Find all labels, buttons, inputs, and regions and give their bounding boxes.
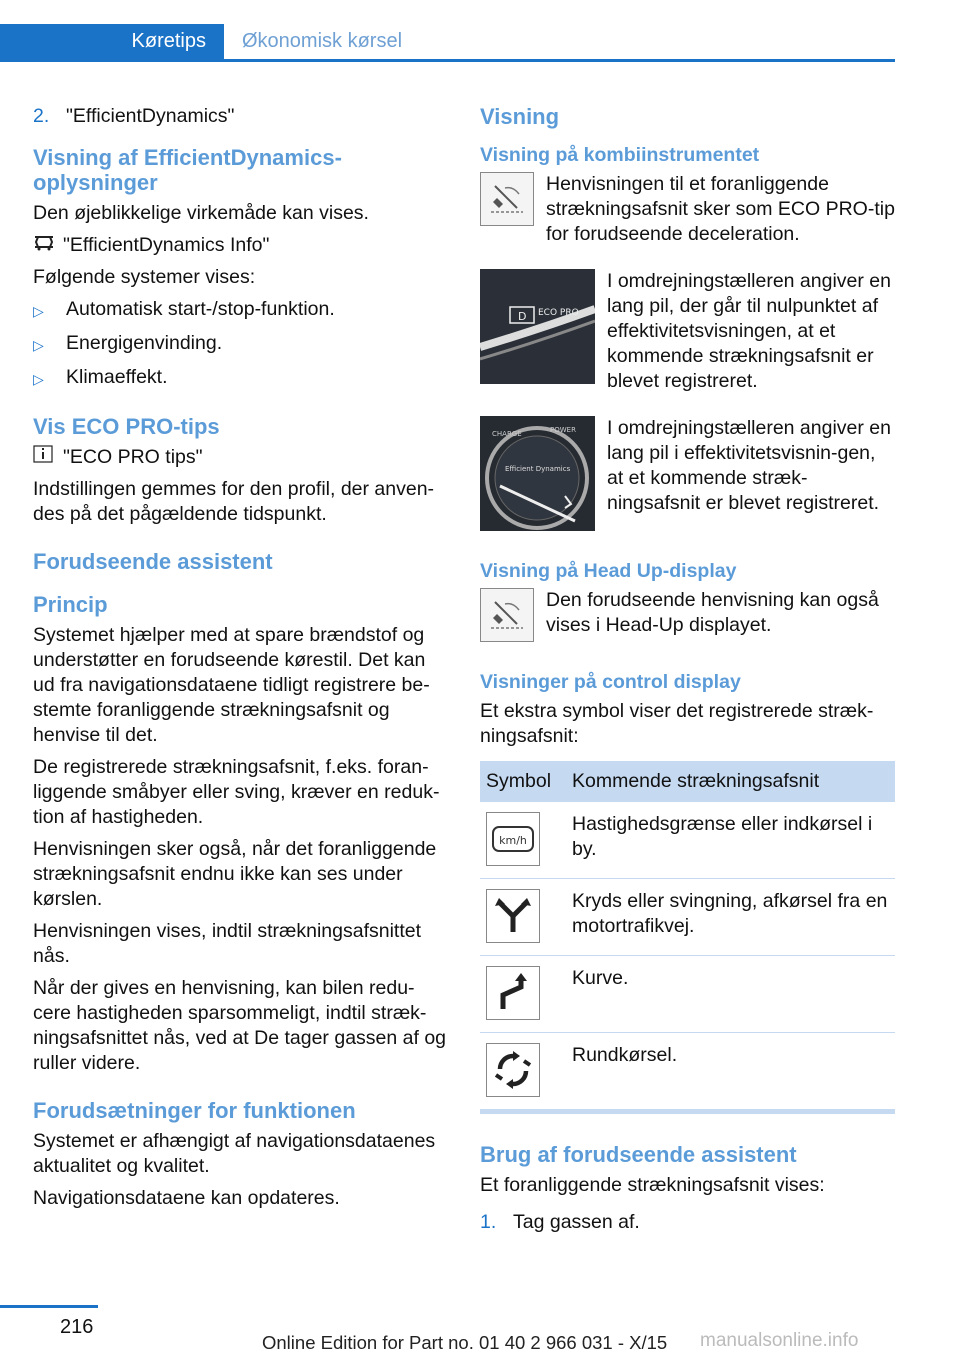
speed-limit-kmh-icon bbox=[486, 812, 540, 866]
heading-eco-tips: Vis ECO PRO-tips bbox=[33, 414, 220, 439]
list-text: Tag gassen af. bbox=[513, 1211, 640, 1233]
efficiency-gauge-photo bbox=[480, 416, 595, 531]
right-column bbox=[480, 104, 895, 1251]
list-item bbox=[33, 297, 448, 324]
table-cell-symbol bbox=[480, 956, 566, 1033]
table-cell-symbol bbox=[480, 879, 566, 956]
symbol-table bbox=[480, 761, 895, 1114]
paragraph: Henvisningen vises, indtil strækningsafsnittet nås. bbox=[33, 920, 422, 967]
heading-forudsaetninger: Forudsætninger for funktionen bbox=[33, 1098, 356, 1123]
figure-photo2 bbox=[480, 416, 895, 531]
list-item bbox=[480, 1210, 895, 1235]
table-cell-desc: Kryds eller svingning, afkørsel fra en motortrafikvej. bbox=[566, 879, 895, 956]
paragraph: Et foranliggende strækningsafsnit vises: bbox=[480, 1174, 825, 1196]
curve-icon bbox=[486, 966, 540, 1020]
column-header-desc: Kommende strækningsafsnit bbox=[566, 761, 895, 802]
svg-text:km/h: km/h bbox=[499, 834, 527, 847]
table-cell-desc: Rundkørsel. bbox=[566, 1033, 895, 1112]
eco-pro-label: ECO PRO bbox=[538, 308, 579, 318]
table-cell-desc: Kurve. bbox=[566, 956, 895, 1033]
header-bar bbox=[0, 24, 895, 62]
tab-koeretips[interactable]: Køretips bbox=[0, 24, 224, 59]
heading-princip: Princip bbox=[33, 592, 108, 617]
table-cell-desc: Hastighedsgrænse eller indkørsel i by. bbox=[566, 802, 895, 879]
figure-text: I omdrejningstælleren angiver en lang pil, der går til nulpunktet af effektivitetsvisningen, at et kommende strækningsafsnit er blevet registreret. bbox=[607, 270, 891, 392]
figure-text: I omdrejningstælleren angiver en lang pil i effektivitetsvisnin-gen, at et kommende stræk-ningsafsnit er blevet registreret. bbox=[607, 417, 891, 514]
triangle-bullet-icon: ▷ bbox=[33, 303, 44, 319]
footer-rule bbox=[0, 1305, 98, 1308]
heading-forudseende: Forudseende assistent bbox=[33, 549, 273, 574]
left-column bbox=[33, 104, 448, 1218]
bullet-text: Klimaeffekt. bbox=[66, 366, 168, 388]
watermark: manualsonline.info bbox=[700, 1330, 859, 1351]
junction-icon bbox=[486, 889, 540, 943]
column-header-symbol: Symbol bbox=[480, 761, 566, 802]
heading-visning-ed: Visning af EfficientDynamics-oplysninger bbox=[33, 145, 342, 195]
paragraph: De registrerede strækningsafsnit, f.eks. foran-liggende småbyer eller sving, kræver en reduk-tion af hastigheden. bbox=[33, 756, 440, 828]
page-number: 216 bbox=[60, 1316, 94, 1338]
table-row bbox=[480, 956, 895, 1033]
paragraph: Et ekstra symbol viser det registrerede stræk-ningsafsnit: bbox=[480, 700, 874, 747]
eco-pro-tip-icon bbox=[480, 588, 534, 642]
list-item bbox=[33, 365, 448, 392]
figure-eco-tip bbox=[480, 172, 895, 247]
table-row bbox=[480, 1033, 895, 1112]
menu-path bbox=[33, 445, 448, 470]
paragraph: Indstillingen gemmes for den profil, der anven-des på det pågældende tidspunkt. bbox=[33, 478, 435, 525]
bullet-text: Automatisk start-/stop-funktion. bbox=[66, 298, 335, 320]
tachometer-photo bbox=[480, 269, 595, 384]
table-row bbox=[480, 879, 895, 956]
figure-hud bbox=[480, 588, 895, 642]
table-cell-symbol bbox=[480, 1033, 566, 1112]
table-row bbox=[480, 802, 895, 879]
table-cell-symbol bbox=[480, 802, 566, 879]
heading-hud: Visning på Head Up-display bbox=[480, 560, 737, 582]
roundabout-icon bbox=[486, 1043, 540, 1097]
figure-text: Henvisningen til et foranliggende strækningsafsnit sker som ECO PRO-tip for forudseende deceleration. bbox=[546, 173, 895, 245]
list-text: "EfficientDynamics" bbox=[66, 105, 235, 127]
list-number: 1. bbox=[480, 1211, 497, 1233]
power-label: POWER bbox=[550, 426, 576, 434]
gear-label: D bbox=[518, 310, 527, 323]
menu-text: "EfficientDynamics Info" bbox=[63, 234, 270, 256]
paragraph: Når der gives en henvisning, kan bilen redu-cere hastigheden sparsommeligt, indtil stræk-ningsafsnittet nås, ved at De tager gassen af og ruller videre. bbox=[33, 977, 447, 1074]
triangle-bullet-icon: ▷ bbox=[33, 337, 44, 353]
paragraph: Henvisningen sker også, når det foranliggende strækningsafsnit endnu ikke kan ses under kørslen. bbox=[33, 838, 437, 910]
paragraph: Systemet hjælper med at spare brændstof og understøtter en forudseende kørestil. Det kan ud fra navigationsdataene tidligt registrere be-stemte foranliggende strækningsafsnit og henvise til det. bbox=[33, 624, 430, 746]
info-menu-icon bbox=[33, 445, 63, 470]
menu-path bbox=[33, 233, 448, 258]
list-item bbox=[33, 104, 448, 129]
list-number: 2. bbox=[33, 105, 50, 127]
tab-oekonomisk-koersel[interactable]: Økonomisk kørsel bbox=[242, 30, 403, 52]
heading-brug: Brug af forudseende assistent bbox=[480, 1142, 797, 1167]
charge-label: CHARGE bbox=[492, 430, 522, 438]
table-header-row bbox=[480, 761, 895, 802]
eco-pro-tip-icon bbox=[480, 172, 534, 226]
paragraph: Navigationsdataene kan opdateres. bbox=[33, 1187, 340, 1209]
paragraph: Følgende systemer vises: bbox=[33, 266, 256, 288]
bullet-text: Energigenvinding. bbox=[66, 332, 223, 354]
heading-kombi: Visning på kombiinstrumentet bbox=[480, 144, 760, 166]
figure-photo1 bbox=[480, 269, 895, 394]
edition-text: Online Edition for Part no. 01 40 2 966 031 - X/15 bbox=[262, 1332, 668, 1353]
paragraph: Systemet er afhængigt af navigationsdataenes aktualitet og kvalitet. bbox=[33, 1130, 436, 1177]
heading-control: Visninger på control display bbox=[480, 671, 741, 693]
car-menu-icon bbox=[33, 233, 63, 258]
list-item bbox=[33, 331, 448, 358]
ed-label: Efficient Dynamics bbox=[505, 465, 571, 473]
triangle-bullet-icon: ▷ bbox=[33, 371, 44, 387]
menu-text: "ECO PRO tips" bbox=[63, 446, 203, 468]
paragraph: Den øjeblikkelige virkemåde kan vises. bbox=[33, 202, 369, 224]
heading-visning: Visning bbox=[480, 104, 560, 129]
figure-text: Den forudseende henvisning kan også vises i Head-Up displayet. bbox=[546, 589, 879, 636]
